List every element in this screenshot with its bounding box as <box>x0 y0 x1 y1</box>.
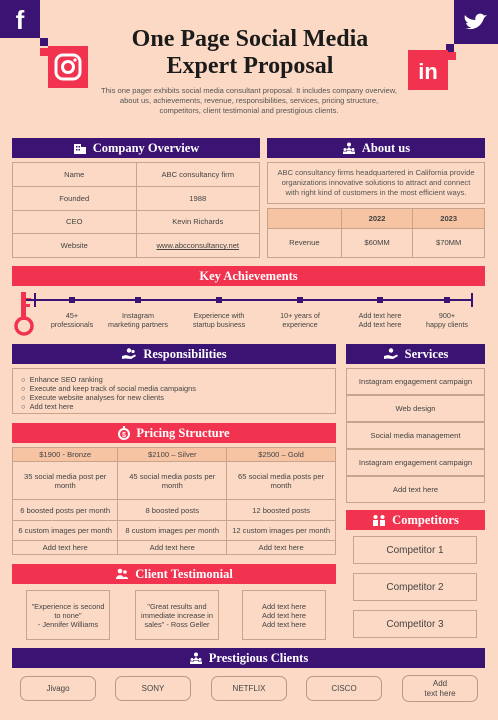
page-title: One Page Social Media Expert Proposal <box>131 26 369 79</box>
client-item: SONY <box>115 676 191 701</box>
service-item: Instagram engagement campaign <box>346 368 485 395</box>
service-item: Add text here <box>346 476 485 503</box>
prestigious-clients-header: Prestigious Clients <box>12 648 485 668</box>
timeline-dot <box>69 297 75 303</box>
responsibilities-list <box>12 368 336 414</box>
table-row: 35 social media post per month 45 social media posts per month 65 social media posts per month <box>13 462 336 500</box>
pricing-structure-header: $ Pricing Structure <box>12 423 336 443</box>
achievement-timeline <box>26 299 472 301</box>
facebook-accent <box>40 38 48 46</box>
twitter-tile[interactable] <box>454 0 498 44</box>
revenue-table <box>267 208 485 258</box>
website-link[interactable]: www.abcconsultancy.net <box>156 241 240 251</box>
people-icon <box>189 652 203 664</box>
table-row: 2022 2023 <box>268 209 485 229</box>
achievement-item: Instagram marketing partners <box>108 311 168 329</box>
list-item: ○ Enhance SEO ranking <box>21 375 103 384</box>
achievement-item: 45+ professionals <box>50 311 94 329</box>
table-row: Add text here Add text here Add text here <box>13 541 336 555</box>
timeline-end-left <box>34 293 36 307</box>
table-row: CEO Kevin Richards <box>13 210 260 234</box>
hand-icon <box>121 348 137 360</box>
pricing-table <box>12 447 336 555</box>
testimonial-card: "Experience is second to none" - Jennifer Williams <box>26 590 110 640</box>
competitor-item: Competitor 3 <box>353 610 477 638</box>
facebook-icon <box>0 0 40 38</box>
responsibilities-header: Responsibilities <box>12 344 336 364</box>
timeline-dot <box>135 297 141 303</box>
achievement-item: 10+ years of experience <box>280 311 320 329</box>
testimonial-card: "Great results and immediate increase in sales" - Ross Geller <box>135 590 219 640</box>
services-header: Services <box>346 344 485 364</box>
client-testimonial-header: Client Testimonial <box>12 564 336 584</box>
building-icon <box>73 142 87 154</box>
linkedin-icon <box>408 50 448 90</box>
service-item: Web design <box>346 395 485 422</box>
tag-icon <box>118 426 130 440</box>
linkedin-accent <box>448 52 456 60</box>
list-item: ○ Execute and keep track of social media campaigns <box>21 384 196 393</box>
people-icon <box>115 568 129 580</box>
timeline-dot <box>377 297 383 303</box>
table-row: Name ABC consultancy firm <box>13 163 260 187</box>
instagram-icon <box>48 46 88 88</box>
client-item: CISCO <box>306 676 382 701</box>
service-item: Social media management <box>346 422 485 449</box>
about-us-text: ABC consultancy firms headquartered in California provide organizations innovative solutions to attract and connect with right kind of customers in the most efficient ways. <box>267 162 485 204</box>
competitor-item: Competitor 2 <box>353 573 477 601</box>
achievement-item: 900+ happy clients <box>426 311 468 329</box>
company-overview-header: Company Overview <box>12 138 260 158</box>
svg-text:in: in <box>418 59 438 84</box>
hand-icon <box>383 348 399 360</box>
client-item: NETFLIX <box>211 676 287 701</box>
list-item: ○ Add text here <box>21 402 74 411</box>
timeline-dot <box>297 297 303 303</box>
service-item: Instagram engagement campaign <box>346 449 485 476</box>
instagram-tile[interactable] <box>48 46 88 88</box>
svg-text:f: f <box>15 5 25 35</box>
linkedin-tile[interactable] <box>408 50 448 90</box>
competitor-item: Competitor 1 <box>353 536 477 564</box>
facebook-tile[interactable] <box>0 0 40 38</box>
twitter-icon <box>454 0 498 44</box>
instagram-accent <box>40 48 48 56</box>
table-row: 6 custom images per month 8 custom images per month 12 custom images per month <box>13 520 336 540</box>
table-row: 6 boosted posts per month 8 boosted posts 12 boosted posts <box>13 500 336 520</box>
company-overview-table <box>12 162 260 258</box>
people-icon <box>342 142 356 154</box>
group-icon <box>372 514 386 526</box>
timeline-end-right <box>471 293 473 307</box>
timeline-dot <box>216 297 222 303</box>
table-row: Founded 1988 <box>13 186 260 210</box>
achievement-item: Experience with startup business <box>192 311 246 329</box>
table-row: Website www.abcconsultancy.net <box>13 234 260 258</box>
list-item: ○ Execute website analyses for new clients <box>21 393 164 402</box>
client-item: Jivago <box>20 676 96 701</box>
table-row: $1900 - Bronze $2100 – Silver $2500 – Gold <box>13 448 336 462</box>
table-row: Revenue $60MM $70MM <box>268 228 485 257</box>
key-achievements-header: Key Achievements <box>12 266 485 286</box>
svg-text:$: $ <box>122 432 127 439</box>
achievement-item: Add text here Add text here <box>358 311 402 329</box>
intro-text: This one pager exhibits social media consultant proposal. It includes company overview, about us, achievements, revenue, responsibilities, services, pricing structure, competitors, client testimonial and prestigious clients. <box>101 86 397 115</box>
about-us-header: About us <box>267 138 485 158</box>
competitors-header: Competitors <box>346 510 485 530</box>
testimonial-card: Add text here Add text here Add text here <box>242 590 326 640</box>
client-item: Add text here <box>402 675 478 702</box>
timeline-dot <box>444 297 450 303</box>
